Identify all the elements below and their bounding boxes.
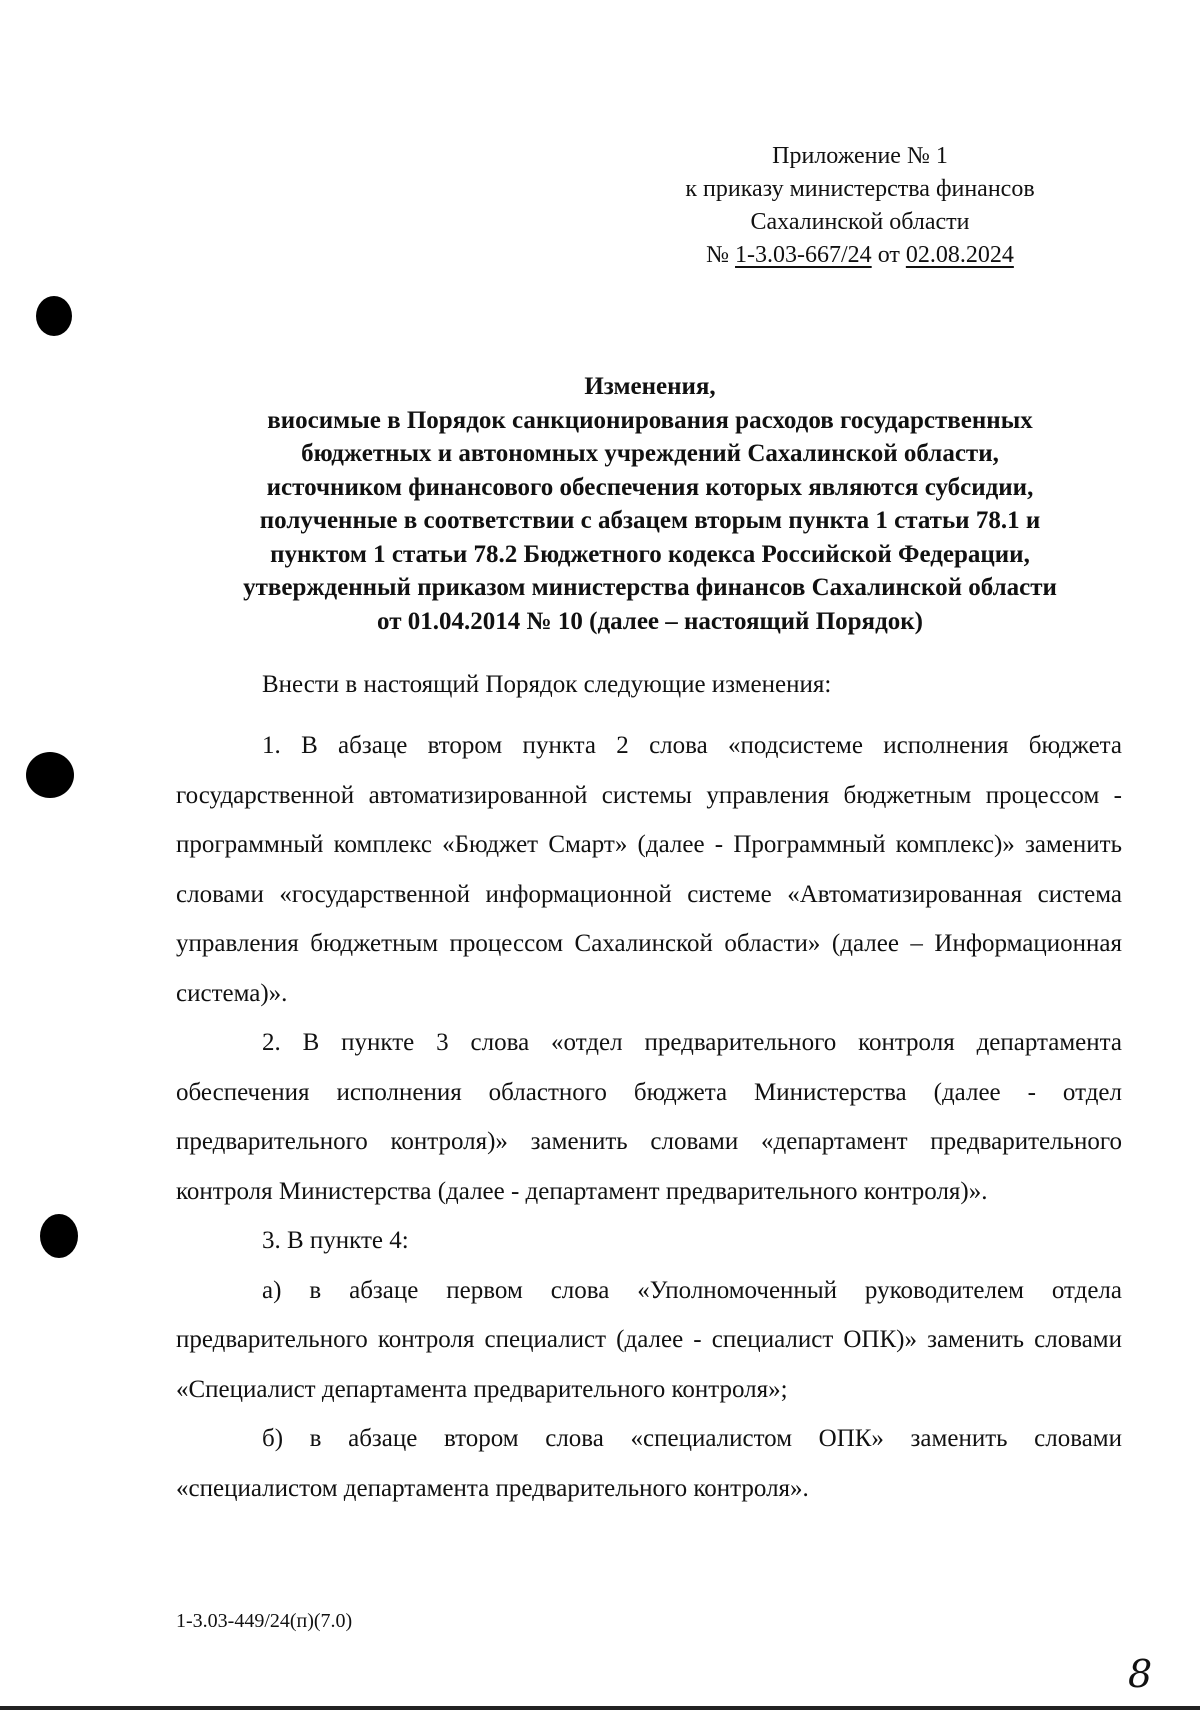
punch-hole (40, 1214, 78, 1258)
paragraph-3a: а) в абзаце первом слова «Уполномоченный руководителем отдела предварительного контроля специалист (далее - специалист ОПК)» заменить словами «Специалист департамента предварительного контроля»; (176, 1276, 1122, 1403)
order-number: 1-3.03-667/24 (735, 242, 872, 268)
attachment-order-line (600, 239, 1120, 272)
number-prefix: № (706, 242, 736, 268)
title-line: полученные в соответствии с абзацем вторым пункта 1 статьи 78.1 и (259, 507, 1041, 534)
page-number: 8 (1128, 1652, 1153, 1696)
title-line: от 01.04.2014 № 10 (далее – настоящий Порядок) (377, 607, 923, 635)
order-date: 02.08.2024 (905, 242, 1014, 268)
title-line: пунктом 1 статьи 78.2 Бюджетного кодекса Российской Федерации, (270, 540, 1030, 568)
document-title (170, 370, 1130, 638)
paragraph-3: 3. В пункте 4: (262, 1227, 409, 1254)
title-line: утвержденный приказом министерства финансов Сахалинской области (243, 574, 1057, 601)
document-code: 1-3.03-449/24(п)(7.0) (176, 1610, 353, 1632)
date-prefix: от (871, 242, 906, 268)
title-line: бюджетных и автономных учреждений Сахалинской области, (301, 440, 999, 467)
paragraph-1: 1. В абзаце втором пункта 2 слова «подсистеме исполнения бюджета государственной автоматизированной системы управления бюджетным процессом - программный комплекс «Бюджет Смарт» (далее - Программный комплекс)» заменить словами «государственной информационной системе «Автоматизированная система управления бюджетным процессом Сахалинской области» (далее – Информационная система)». (176, 732, 1122, 1007)
title-line: источником финансового обеспечения которых являются субсидии, (266, 473, 1034, 501)
title-heading: Изменения, (584, 373, 716, 400)
title-line: виосимые в Порядок санкционирования расходов государственных (267, 406, 1033, 434)
paragraph-3b: б) в абзаце втором слова «специалистом ОПК» заменить словами «специалистом департамента предварительного контроля». (176, 1425, 1122, 1502)
paragraph-2: 2. В пункте 3 слова «отдел предварительного контроля департамента обеспечения исполнения областного бюджета Министерства (далее - отдел предварительного контроля)» заменить словами «департамент предварительного контроля Министерства (далее - департамент предварительного контроля)». (176, 1029, 1122, 1205)
attachment-line: Сахалинской области (750, 209, 970, 235)
attachment-header (600, 140, 1120, 272)
attachment-line: Приложение № 1 (772, 143, 948, 169)
scan-edge (0, 1706, 1200, 1710)
intro-paragraph: Внести в настоящий Порядок следующие изменения: (262, 671, 832, 698)
punch-hole (36, 296, 72, 336)
punch-hole (26, 752, 74, 798)
attachment-line: к приказу министерства финансов (685, 176, 1035, 202)
document-body (176, 671, 1122, 1513)
